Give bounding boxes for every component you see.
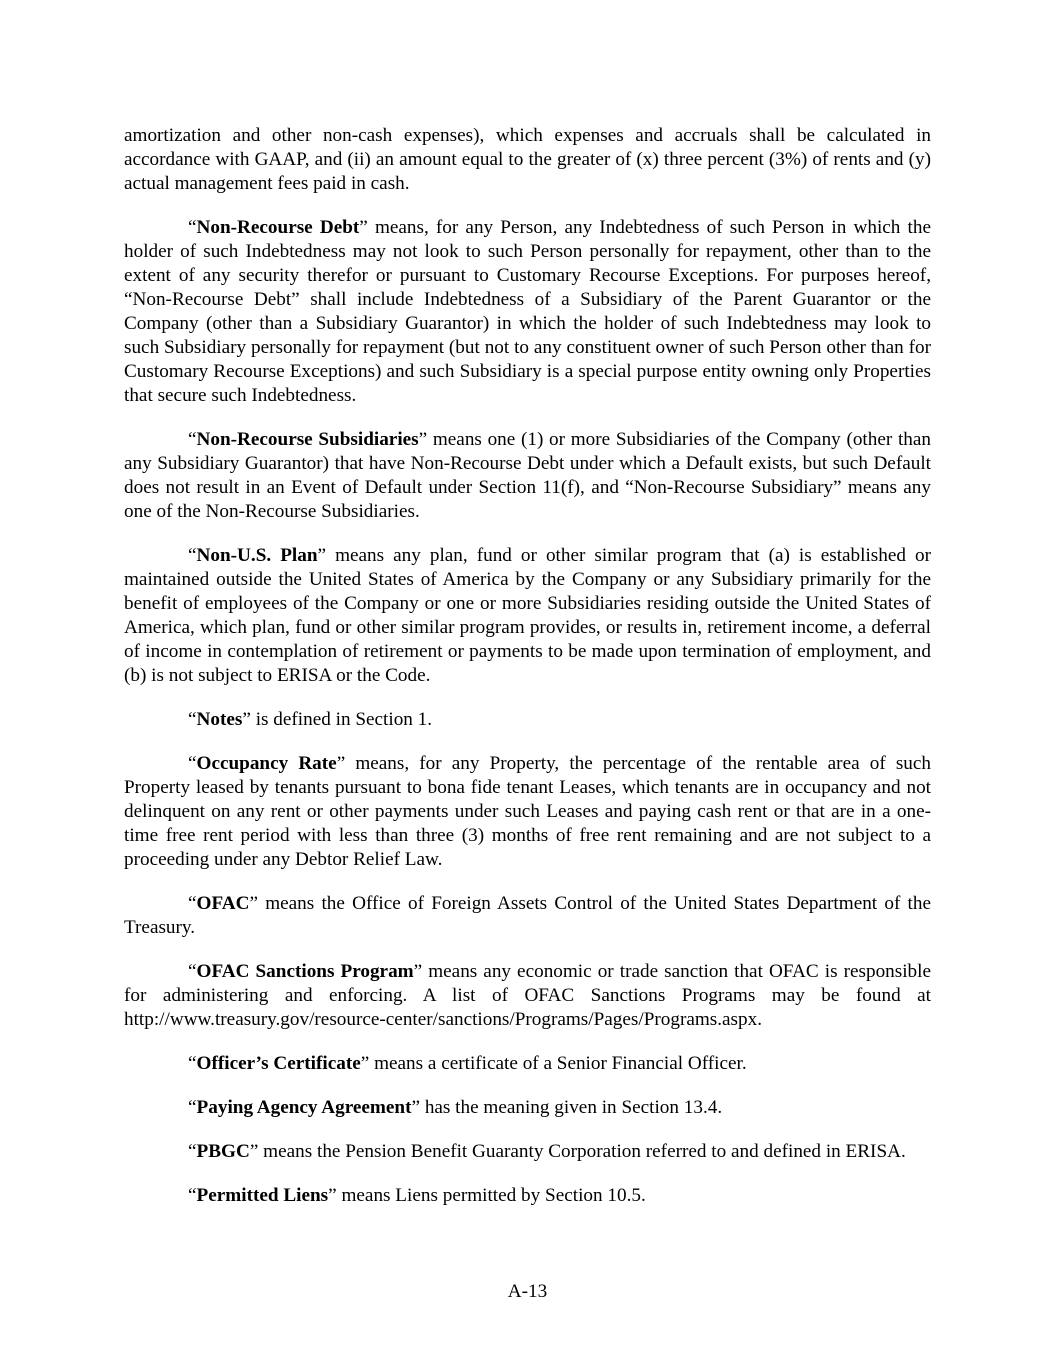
- close-quote: ”: [336, 753, 346, 774]
- defined-term: Permitted Liens: [196, 1185, 329, 1206]
- definition-body: means, for any Property, the percentage of the rentable area of such Property leased by tenants pursuant to bona fide tenant Leases, which tenants are in occupancy and not delinquent on any rent or other payments under such Leases and paying cash rent or that are in a one-time free rent period with less than three (3) months of free rent remaining and are not subject to a proceeding under any Debtor Relief Law.: [124, 753, 931, 870]
- close-quote: ”: [242, 709, 251, 730]
- definition-paying-agency-agreement: [124, 1096, 931, 1120]
- definition-pbgc: [124, 1140, 931, 1164]
- open-quote: “: [188, 217, 197, 238]
- defined-term: Officer’s Certificate: [196, 1053, 361, 1074]
- definition-occupancy-rate: [124, 752, 931, 872]
- open-quote: “: [188, 1053, 197, 1074]
- definition-permitted-liens: [124, 1184, 931, 1208]
- definition-body: means the Pension Benefit Guaranty Corporation referred to and defined in ERISA.: [258, 1141, 906, 1162]
- close-quote: ”: [413, 961, 423, 982]
- definition-non-us-plan: [124, 544, 931, 688]
- defined-term: Non-Recourse Debt: [196, 217, 360, 238]
- defined-term: Notes: [196, 709, 243, 730]
- open-quote: “: [188, 1097, 197, 1118]
- defined-term: Paying Agency Agreement: [196, 1097, 412, 1118]
- opening-paragraph: amortization and other non-cash expenses), which expenses and accruals shall be calculated in accordance with GAAP, and (ii) an amount equal to the greater of (x) three percent (3%) of rents and (y) actual management fees paid in cash.: [124, 125, 931, 194]
- definition-non-recourse-subsidiaries: [124, 428, 931, 524]
- definition-body: means Liens permitted by Section 10.5.: [336, 1185, 646, 1206]
- definition-body: means the Office of Foreign Assets Control of the United States Department of the Treasury.: [124, 893, 931, 938]
- definition-body: means any economic or trade sanction that OFAC is responsible for administering and enforcing. A list of OFAC Sanctions Programs may be found at http://www.treasury.gov/resource-center/sanctions/Programs/Pages/Programs.aspx.: [124, 961, 931, 1030]
- open-quote: “: [188, 961, 197, 982]
- definition-body: means a certificate of a Senior Financial Officer.: [369, 1053, 747, 1074]
- definition-notes: [124, 708, 931, 732]
- open-quote: “: [188, 893, 197, 914]
- open-quote: “: [188, 709, 197, 730]
- close-quote: ”: [418, 429, 428, 450]
- definition-body: has the meaning given in Section 13.4.: [420, 1097, 723, 1118]
- definition-body: is defined in Section 1.: [250, 709, 433, 730]
- document-page: [124, 124, 931, 1228]
- open-quote: “: [188, 753, 197, 774]
- definition-officers-certificate: [124, 1052, 931, 1076]
- page-number: A-13: [507, 1281, 548, 1302]
- definition-ofac-sanctions-program: [124, 960, 931, 1032]
- close-quote: ”: [411, 1097, 421, 1118]
- open-quote: “: [188, 545, 197, 566]
- close-quote: ”: [249, 893, 258, 914]
- definition-body: means any plan, fund or other similar program that (a) is established or maintained outside the United States of America by the Company or any Subsidiary primarily for the benefit of employees of the Company or one or more Subsidiaries residing outside the United States of America, which plan, fund or other similar program provides, or results in, retirement income, a deferral of income in contemplation of retirement or payments to be made upon termination of employment, and (b) is not subject to ERISA or the Code.: [124, 545, 931, 686]
- defined-term: PBGC: [196, 1141, 250, 1162]
- open-quote: “: [188, 1141, 197, 1162]
- definition-non-recourse-debt: [124, 216, 931, 408]
- defined-term: OFAC Sanctions Program: [196, 961, 414, 982]
- defined-term: OFAC: [196, 893, 250, 914]
- close-quote: ”: [360, 1053, 370, 1074]
- defined-term: Occupancy Rate: [196, 753, 337, 774]
- definition-body: means one (1) or more Subsidiaries of the Company (other than any Subsidiary Guarantor) that have Non-Recourse Debt under which a Default exists, but such Default does not result in an Event of Default under Section 11(f), and “Non-Recourse Subsidiary” means any one of the Non-Recourse Subsidiaries.: [124, 429, 931, 522]
- close-quote: ”: [328, 1185, 337, 1206]
- defined-term: Non-U.S. Plan: [196, 545, 318, 566]
- close-quote: ”: [359, 217, 368, 238]
- close-quote: ”: [249, 1141, 259, 1162]
- close-quote: ”: [317, 545, 327, 566]
- definition-ofac: [124, 892, 931, 940]
- open-quote: “: [188, 429, 197, 450]
- open-quote: “: [188, 1185, 197, 1206]
- definition-body: means, for any Person, any Indebtedness of such Person in which the holder of such Indebtedness may not look to such Person personally for repayment, other than to the extent of any security therefor or pursuant to Customary Recourse Exceptions. For purposes hereof, “Non-Recourse Debt” shall include Indebtedness of a Subsidiary of the Parent Guarantor or the Company (other than a Subsidiary Guarantor) in which the holder of such Indebtedness may look to such Subsidiary personally for repayment (but not to any constituent owner of such Person other than for Customary Recourse Exceptions) and such Subsidiary is a special purpose entity owning only Properties that secure such Indebtedness.: [124, 217, 931, 406]
- defined-term: Non-Recourse Subsidiaries: [196, 429, 419, 450]
